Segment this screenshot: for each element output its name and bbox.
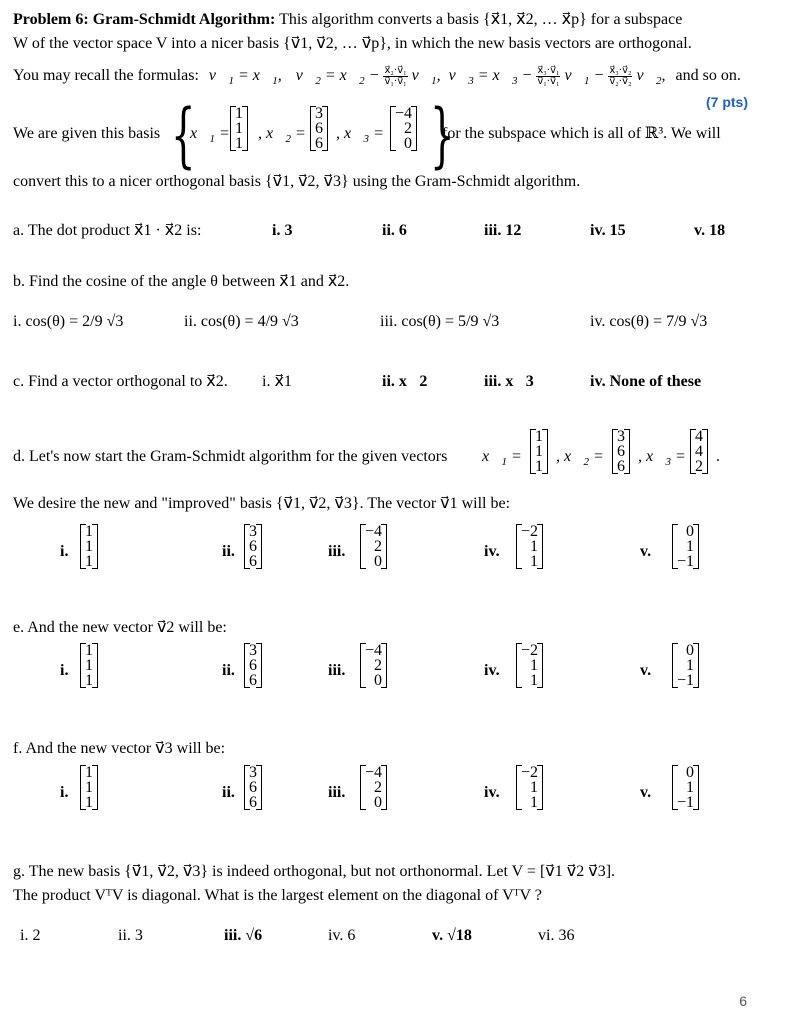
choice-e-label-4[interactable]: iv. bbox=[484, 662, 500, 679]
choice-e-label-1[interactable]: i. bbox=[60, 662, 69, 679]
choice-f-matrix-4[interactable] bbox=[516, 765, 543, 810]
bracket-cap bbox=[81, 809, 86, 810]
bracket-cap bbox=[531, 429, 536, 430]
bracket-cap bbox=[411, 106, 416, 107]
choice-f-label-2[interactable]: ii. bbox=[222, 784, 235, 801]
x1-label: $x⃗_1$ = bbox=[190, 125, 230, 146]
bracket-cap bbox=[517, 809, 522, 810]
matrix-cell: 6 bbox=[249, 657, 257, 674]
bracket-cap bbox=[613, 429, 618, 430]
qa-option-2[interactable]: ii. 6 bbox=[382, 222, 407, 239]
bracket-cap bbox=[517, 765, 522, 766]
bracket-cap bbox=[381, 568, 386, 569]
left-brace: { bbox=[171, 94, 196, 176]
bracket-cap bbox=[322, 150, 327, 151]
qg-option-5[interactable]: v. √18 bbox=[432, 927, 472, 944]
bracket-cap bbox=[693, 809, 698, 810]
qd-period: . bbox=[716, 448, 720, 465]
bracket-cap bbox=[361, 524, 366, 525]
qc-option-4[interactable]: iv. None of these bbox=[590, 373, 702, 390]
bracket-cap bbox=[542, 429, 547, 430]
bracket-cap bbox=[245, 809, 250, 810]
bracket-cap bbox=[702, 473, 707, 474]
choice-e-matrix-1[interactable] bbox=[80, 643, 98, 688]
bracket-cap bbox=[517, 568, 522, 569]
bracket-cap bbox=[92, 687, 97, 688]
bracket-cap bbox=[673, 765, 678, 766]
matrix-cell: 1 bbox=[85, 657, 93, 674]
qc-option-2[interactable]: ii. x⃗2 bbox=[382, 373, 428, 390]
bracket-cap bbox=[537, 643, 542, 644]
choice-f-label-4[interactable]: iv. bbox=[484, 784, 500, 801]
qc-prompt: c. Find a vector orthogonal to x⃗2. bbox=[13, 373, 228, 390]
qd-x1-label: $x⃗_1$ = bbox=[482, 448, 522, 469]
matrix-cell: 6 bbox=[249, 538, 257, 555]
bracket-cap bbox=[242, 106, 247, 107]
choice-d-label-4[interactable]: iv. bbox=[484, 543, 500, 560]
bracket-cap bbox=[391, 106, 396, 107]
matrix-cell: 1 bbox=[85, 538, 93, 555]
bracket-cap bbox=[381, 524, 386, 525]
choice-d-matrix-2[interactable] bbox=[244, 524, 262, 569]
matrix-cell: −4 bbox=[365, 764, 383, 781]
matrix-cell: 2 bbox=[374, 779, 383, 796]
bracket-cap bbox=[245, 765, 250, 766]
qg-option-3[interactable]: iii. √6 bbox=[224, 927, 263, 944]
bracket-cap bbox=[673, 809, 678, 810]
intro-text-1: This algorithm converts a basis {x⃗1, x⃗2, … x⃗p} for a subspace bbox=[279, 11, 683, 28]
bracket-cap bbox=[537, 765, 542, 766]
choice-d-matrix-3[interactable] bbox=[360, 524, 387, 569]
qf-prompt: f. And the new vector v⃗3 will be: bbox=[13, 740, 226, 757]
matrix-cell: 2 bbox=[374, 657, 383, 674]
bracket-cap bbox=[81, 524, 86, 525]
x3-label: , $x⃗_3$ = bbox=[336, 125, 384, 146]
matrix-cell: 1 bbox=[530, 657, 539, 674]
bracket-cap bbox=[245, 568, 250, 569]
bracket-cap bbox=[381, 809, 386, 810]
qa-option-5[interactable]: v. 18 bbox=[694, 222, 726, 239]
bracket-cap bbox=[81, 765, 86, 766]
bracket-cap bbox=[693, 765, 698, 766]
basis-x3: −4 2 0 bbox=[390, 106, 417, 151]
matrix-cell: 0 bbox=[374, 672, 383, 689]
matrix-cell: 3 bbox=[249, 523, 257, 540]
bracket-cap bbox=[231, 150, 236, 151]
choice-f-matrix-5[interactable] bbox=[672, 765, 699, 810]
problem-title: Problem 6: Gram-Schmidt Algorithm: bbox=[13, 11, 276, 28]
matrix-cell: 3 bbox=[249, 764, 257, 781]
bracket-cap bbox=[361, 809, 366, 810]
matrix-cell: 1 bbox=[686, 657, 695, 674]
bracket-cap bbox=[673, 568, 678, 569]
bracket-cap bbox=[245, 643, 250, 644]
bracket-cap bbox=[92, 524, 97, 525]
bracket-cap bbox=[92, 568, 97, 569]
qg-option-2[interactable]: ii. 3 bbox=[118, 927, 143, 944]
right-brace: } bbox=[430, 94, 455, 176]
bracket-cap bbox=[311, 106, 316, 107]
bracket-cap bbox=[361, 643, 366, 644]
bracket-cap bbox=[537, 809, 542, 810]
bracket-cap bbox=[245, 687, 250, 688]
bracket-cap bbox=[256, 687, 261, 688]
choice-e-matrix-4[interactable] bbox=[516, 643, 543, 688]
basis-x1: 1 1 1 bbox=[230, 106, 248, 151]
qg-option-4[interactable]: iv. 6 bbox=[328, 927, 356, 944]
matrix-cell: 1 bbox=[85, 523, 93, 540]
matrix-cell: 1 bbox=[530, 794, 539, 811]
choice-d-label-3[interactable]: iii. bbox=[328, 543, 346, 560]
bracket-cap bbox=[624, 473, 629, 474]
matrix-cell: 1 bbox=[85, 764, 93, 781]
matrix-cell: −4 bbox=[365, 642, 383, 659]
bracket-cap bbox=[517, 643, 522, 644]
qb-option-4[interactable]: iv. cos(θ) = 7/9 √3 bbox=[590, 313, 708, 330]
choice-d-label-2[interactable]: ii. bbox=[222, 543, 235, 560]
bracket-cap bbox=[517, 524, 522, 525]
bracket-cap bbox=[242, 150, 247, 151]
bracket-cap bbox=[231, 106, 236, 107]
qa-option-4[interactable]: iv. 15 bbox=[590, 222, 626, 239]
choice-d-label-5[interactable]: v. bbox=[640, 543, 652, 560]
bracket-cap bbox=[537, 687, 542, 688]
choice-e-matrix-3[interactable] bbox=[360, 643, 387, 688]
bracket-cap bbox=[81, 687, 86, 688]
bracket-cap bbox=[92, 809, 97, 810]
choice-e-label-2[interactable]: ii. bbox=[222, 662, 235, 679]
qd-prompt: d. Let's now start the Gram-Schmidt algorithm for the given vectors bbox=[13, 448, 448, 465]
bracket-cap bbox=[624, 429, 629, 430]
bracket-cap bbox=[256, 809, 261, 810]
qb-option-1[interactable]: i. cos(θ) = 2/9 √3 bbox=[13, 313, 124, 330]
bracket-cap bbox=[693, 643, 698, 644]
bracket-cap bbox=[542, 473, 547, 474]
matrix-cell: 1 bbox=[85, 672, 93, 689]
bracket-cap bbox=[411, 150, 416, 151]
bracket-cap bbox=[256, 765, 261, 766]
convert-line: convert this to a nicer orthogonal basis {v⃗1, v⃗2, v⃗3} using the Gram-Schmidt algorithm. bbox=[13, 173, 581, 190]
qd-x2: 3 6 6 bbox=[612, 429, 630, 474]
bracket-cap bbox=[361, 568, 366, 569]
formula-line: You may recall the formulas: $v⃗_1$ = $x⃗_1$, $v⃗_2$ = $x⃗_2$ − $\frac{\text{x⃗₂·v⃗₁}}{\text{v⃗₁·v⃗₁}}$ $v⃗_1$, $v⃗_3$ = $x⃗_3$ − $\frac{\text{x⃗₃·v⃗₁}}{\text{v⃗₁·v⃗₁}}$ $v⃗_1$ − $\frac{\text{x⃗₃·v⃗₂}}{\text{v⃗₂·v⃗₂}}$ $v⃗_2$, and so on. bbox=[13, 65, 741, 88]
matrix-cell: −4 bbox=[365, 523, 383, 540]
bracket-cap bbox=[691, 429, 696, 430]
qa-option-1[interactable]: i. 3 bbox=[272, 222, 293, 239]
bracket-cap bbox=[531, 473, 536, 474]
bracket-cap bbox=[81, 643, 86, 644]
matrix-cell: −2 bbox=[521, 642, 539, 659]
choice-f-label-5[interactable]: v. bbox=[640, 784, 652, 801]
qb-option-2[interactable]: ii. cos(θ) = 4/9 √3 bbox=[184, 313, 299, 330]
qd-x2-label: , $x⃗_2$ = bbox=[556, 448, 604, 469]
bracket-cap bbox=[256, 568, 261, 569]
bracket-cap bbox=[673, 687, 678, 688]
bracket-cap bbox=[256, 524, 261, 525]
choice-e-label-3[interactable]: iii. bbox=[328, 662, 346, 679]
intro-line-1 bbox=[13, 10, 682, 29]
matrix-cell: 1 bbox=[530, 672, 539, 689]
choice-f-matrix-3[interactable] bbox=[360, 765, 387, 810]
x2-label: , $x⃗_2$ = bbox=[258, 125, 306, 146]
matrix-cell: 1 bbox=[686, 779, 695, 796]
qa-prompt: a. The dot product x⃗1 · x⃗2 is: bbox=[13, 222, 202, 239]
bracket-cap bbox=[381, 643, 386, 644]
qg-line-2: The product VᵀV is diagonal. What is the largest element on the diagonal of VᵀV ? bbox=[13, 887, 542, 904]
qb-option-3[interactable]: iii. cos(θ) = 5/9 √3 bbox=[380, 313, 500, 330]
bracket-cap bbox=[381, 687, 386, 688]
bracket-cap bbox=[613, 473, 618, 474]
choice-f-matrix-2[interactable] bbox=[244, 765, 262, 810]
matrix-cell: 1 bbox=[530, 779, 539, 796]
qd-x1: 1 1 1 bbox=[530, 429, 548, 474]
qd-line-2: We desire the new and "improved" basis {v⃗1, v⃗2, v⃗3}. The vector v⃗1 will be: bbox=[13, 495, 511, 512]
bracket-cap bbox=[673, 643, 678, 644]
matrix-cell: 6 bbox=[249, 794, 257, 811]
bracket-cap bbox=[92, 643, 97, 644]
basis-x2: 3 6 6 bbox=[310, 106, 328, 151]
bracket-cap bbox=[391, 150, 396, 151]
matrix-cell: 0 bbox=[374, 553, 383, 570]
bracket-cap bbox=[361, 687, 366, 688]
bracket-cap bbox=[256, 643, 261, 644]
choice-e-matrix-5[interactable] bbox=[672, 643, 699, 688]
matrix-cell: 6 bbox=[249, 672, 257, 689]
matrix-cell: 1 bbox=[85, 642, 93, 659]
choice-f-matrix-1[interactable] bbox=[80, 765, 98, 810]
bracket-cap bbox=[691, 473, 696, 474]
bracket-cap bbox=[693, 568, 698, 569]
bracket-cap bbox=[245, 524, 250, 525]
qd-x3: 4 4 2 bbox=[690, 429, 708, 474]
matrix-cell: 0 bbox=[686, 764, 695, 781]
choice-d-label-1[interactable]: i. bbox=[60, 543, 69, 560]
matrix-cell: 1 bbox=[530, 538, 539, 555]
choice-e-matrix-2[interactable] bbox=[244, 643, 262, 688]
qg-option-6[interactable]: vi. 36 bbox=[538, 927, 575, 944]
qd-x3-label: , $x⃗_3$ = bbox=[638, 448, 686, 469]
bracket-cap bbox=[322, 106, 327, 107]
matrix-cell: 3 bbox=[249, 642, 257, 659]
matrix-cell: −1 bbox=[677, 672, 695, 689]
bracket-cap bbox=[693, 687, 698, 688]
basis-lead: We are given this basis bbox=[13, 125, 161, 142]
matrix-cell: 0 bbox=[686, 642, 695, 659]
choice-f-label-3[interactable]: iii. bbox=[328, 784, 346, 801]
bracket-cap bbox=[537, 524, 542, 525]
matrix-cell: 1 bbox=[686, 538, 695, 555]
matrix-cell: 1 bbox=[530, 553, 539, 570]
intro-line-2: W of the vector space V into a nicer basis {v⃗1, v⃗2, … v⃗p}, in which the new basis vectors are orthogonal. bbox=[13, 35, 692, 52]
choice-e-label-5[interactable]: v. bbox=[640, 662, 652, 679]
matrix-cell: 1 bbox=[85, 794, 93, 811]
bracket-cap bbox=[81, 568, 86, 569]
qb-prompt: b. Find the cosine of the angle θ between x⃗1 and x⃗2. bbox=[13, 273, 350, 290]
points-label: (7 pts) bbox=[706, 94, 748, 110]
bracket-cap bbox=[381, 765, 386, 766]
bracket-cap bbox=[537, 568, 542, 569]
matrix-cell: 6 bbox=[249, 553, 257, 570]
bracket-cap bbox=[92, 765, 97, 766]
bracket-cap bbox=[693, 524, 698, 525]
bracket-cap bbox=[361, 765, 366, 766]
choice-d-matrix-4[interactable] bbox=[516, 524, 543, 569]
matrix-cell: 0 bbox=[374, 794, 383, 811]
page-number: 6 bbox=[739, 993, 747, 1010]
qa-option-3[interactable]: iii. 12 bbox=[484, 222, 522, 239]
matrix-cell: −2 bbox=[521, 764, 539, 781]
choice-d-matrix-1[interactable] bbox=[80, 524, 98, 569]
qc-option-1[interactable]: i. x⃗1 bbox=[262, 373, 292, 390]
matrix-cell: −1 bbox=[677, 794, 695, 811]
choice-f-label-1[interactable]: i. bbox=[60, 784, 69, 801]
bracket-cap bbox=[673, 524, 678, 525]
matrix-cell: −2 bbox=[521, 523, 539, 540]
bracket-cap bbox=[517, 687, 522, 688]
qc-option-3[interactable]: iii. x⃗3 bbox=[484, 373, 534, 390]
matrix-cell: 1 bbox=[85, 779, 93, 796]
matrix-cell: 6 bbox=[249, 779, 257, 796]
bracket-cap bbox=[702, 429, 707, 430]
qg-line-1: g. The new basis {v⃗1, v⃗2, v⃗3} is indeed orthogonal, but not orthonormal. Let V = [v⃗1 v⃗2 v⃗3]. bbox=[13, 863, 616, 880]
matrix-cell: 2 bbox=[374, 538, 383, 555]
qe-prompt: e. And the new vector v⃗2 will be: bbox=[13, 619, 227, 636]
matrix-cell: 1 bbox=[85, 553, 93, 570]
matrix-cell: 0 bbox=[686, 523, 695, 540]
matrix-cell: −1 bbox=[677, 553, 695, 570]
bracket-cap bbox=[311, 150, 316, 151]
qg-option-1[interactable]: i. 2 bbox=[20, 927, 41, 944]
choice-d-matrix-5[interactable] bbox=[672, 524, 699, 569]
basis-tail: for the subspace which is all of ℝ³. We will bbox=[442, 125, 721, 142]
